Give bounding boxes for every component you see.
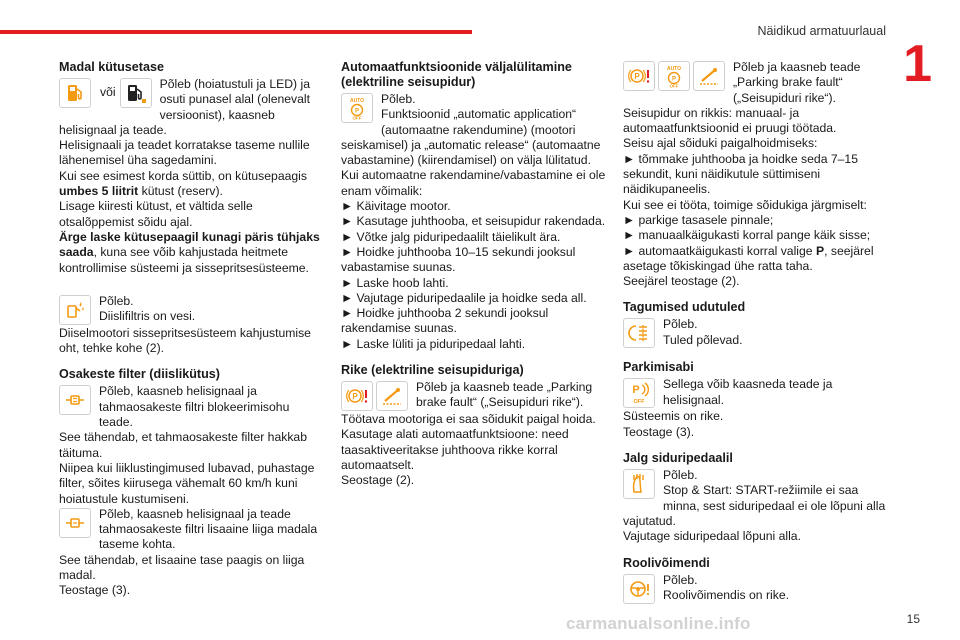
svg-text:P: P	[354, 108, 360, 115]
auto-p3: Kui automaatne rakendamine/vabastamine ei ole enam võimalik:	[341, 168, 606, 198]
parking-lever-icon	[376, 381, 408, 411]
auto-icons	[341, 93, 376, 123]
chapter-number: 1	[903, 35, 932, 93]
auto-step-item: ► Laske hoob lahti.	[341, 275, 449, 290]
parking-aid-off-icon	[623, 378, 655, 408]
dpf-section	[59, 367, 324, 598]
fuel-p4: Lisage kiiresti kütust, et vältida selle otsalõppemist sõidu ajal.	[59, 199, 253, 229]
auto-steps-list	[341, 199, 606, 352]
park-p3: Seisu ajal sõiduki paigalhoidmiseks:	[623, 136, 818, 151]
fog-section	[623, 300, 888, 349]
fuel-section	[59, 60, 324, 276]
svg-text:P: P	[352, 392, 358, 402]
steering-section	[623, 556, 888, 605]
parking-aid-icons	[623, 378, 658, 408]
water-section	[59, 294, 324, 357]
park-list2-item-2: ► manuaalkäigukasti korral pange käik sisse;	[623, 228, 871, 243]
park-p5: Seejärel teostage (2).	[623, 274, 740, 289]
fog-icons	[623, 318, 658, 348]
dpf-p3: Niipea kui liiklustingimused lubavad, puhastage filter, sõites kiirusega vähemalt 60 km/h kuni hoiatustule kustumiseni.	[59, 460, 315, 506]
park-p1: Põleb ja kaasneb teade „Parking brake fault“ („Seisupiduri rike“).	[733, 60, 861, 105]
water-in-diesel-icon	[59, 295, 91, 325]
park-fault-icons	[623, 61, 728, 91]
auto-brake-off-icon	[341, 93, 373, 123]
parking-lever-icon	[693, 61, 725, 91]
fog-p2: Tuled põlevad.	[663, 332, 743, 347]
water-p3: Diiselmootori sissepritsesüsteem kahjustumise oht, tehke kohe (2).	[59, 325, 311, 356]
fault-p3: Kasutage alati automaatfunktsioone: need taasaktiveeritakse juhthoova rikke korral automaatselt.	[341, 427, 569, 472]
dpf-p6: Teostage (3).	[59, 583, 131, 598]
auto-step-item: ► Vajutage piduripedaalile ja hoidke seda all.	[341, 290, 587, 305]
svg-text:OFF: OFF	[633, 399, 645, 406]
steering-p2: Roolivõimendis on rike.	[663, 587, 789, 602]
auto-step-item: ► Laske lüliti ja piduripedaal lahti.	[341, 336, 526, 351]
auto-section	[341, 60, 606, 352]
park-p2: Seisupidur on rikkis: manuaal- ja automaatfunktsioonid ei pruugi töötada.	[623, 105, 837, 136]
steering-icons	[623, 574, 658, 604]
parking-aid-p1: Sellega võib kaasneda teade ja helisignaal.	[663, 377, 833, 407]
fog-p1: Põleb.	[663, 317, 698, 332]
column-2	[341, 60, 606, 500]
auto-step-item: ► Hoidke juhthooba 2 sekundi jooksul rakendamise suunas.	[341, 306, 549, 336]
svg-text:P: P	[632, 384, 640, 397]
auto-p1: Põleb.	[381, 92, 416, 106]
park-list2-item-1: ► parkige tasasele pinnale;	[623, 212, 774, 227]
clutch-title: Jalg siduripedaalil	[623, 451, 733, 466]
fuel-p1: Põleb (hoiatustuli ja LED) ja osuti punasel alal (olenevalt versioonist), kaasneb helisignaal ja teade.	[59, 77, 311, 137]
fog-title: Tagumised udutuled	[623, 300, 746, 315]
steering-p1: Põleb.	[663, 572, 698, 587]
park-list1-item: ► tõmmake juhthooba ja hoidke seda 7–15 sekundit, kuni näidikutule süttimiseni näidikupaneelis.	[623, 151, 858, 197]
page-number: 15	[906, 612, 920, 626]
fault-p1: Põleb ja kaasneb teade „Parking brake fault“ („Seisupiduri rike“).	[416, 380, 593, 410]
fault-title: Rike (elektriline seisupiduriga)	[341, 363, 524, 378]
fuel-pump-led-icon	[120, 78, 152, 108]
dpf-title: Osakeste filter (diislikütus)	[59, 367, 220, 382]
fuel-icons	[59, 78, 155, 108]
dpf-additive-icons	[59, 508, 94, 538]
park-list2-item-3: ► automaatkäigukasti korral valige P, seejärel asetage tõkiskingad ühe ratta taha.	[623, 243, 874, 273]
water-p2: Diislifiltris on vesi.	[99, 309, 196, 324]
particle-filter-icon	[59, 385, 91, 415]
auto-step-item: ► Võtke jalg piduripedaalilt täielikult ära.	[341, 229, 561, 244]
svg-text:OFF: OFF	[352, 115, 362, 120]
particle-filter-additive-icon	[59, 508, 91, 538]
dpf-p1: Põleb, kaasneb helisignaal ja tahmaosakeste filtri blokeerimisohu teade.	[99, 384, 290, 430]
parking-aid-title: Parkimisabi	[623, 360, 694, 375]
water-p1: Põleb.	[99, 293, 134, 308]
steering-wheel-warning-icon	[623, 574, 655, 604]
auto-step-item: ► Hoidke juhthooba 10–15 sekundi jooksul vabastamise suunas.	[341, 244, 576, 275]
auto-title: Automaatfunktsioonide väljalülitamine (elektriline seisupidur)	[341, 60, 572, 89]
svg-text:P: P	[671, 76, 677, 83]
column-1	[59, 60, 324, 610]
fuel-p5: Ärge laske kütusepaagil kunagi päris tühjaks saada, kuna see võib kahjustada heitmete kontrollimise süsteemi ja sissepritsesüsteeme.	[59, 229, 320, 275]
fault-icons	[341, 381, 411, 411]
park-fault-section	[623, 60, 888, 289]
svg-text:OFF: OFF	[669, 83, 679, 88]
svg-text:AUTO: AUTO	[349, 98, 365, 104]
fault-p4: Seostage (2).	[341, 473, 415, 488]
auto-brake-off-icon	[658, 61, 690, 91]
park-p4: Kui see ei tööta, toimige sõidukiga järgmiselt:	[623, 197, 867, 212]
clutch-icons	[623, 469, 658, 499]
brake-warning-icon	[341, 381, 373, 411]
svg-text:P: P	[634, 72, 640, 81]
watermark: carmanualsonline.info	[566, 614, 751, 633]
dpf-p5: See tähendab, et lisaaine tase paagis on liiga madal.	[59, 552, 305, 583]
fault-section	[341, 363, 606, 488]
auto-step-item: ► Käivitage mootor.	[341, 199, 451, 214]
brake-warning-icon	[623, 61, 655, 91]
clutch-p2: Stop & Start: START-režiimile ei saa minna, sest siduripedaal ei ole lõpuni alla vajutatud.	[623, 483, 886, 528]
fuel-pump-icon	[59, 78, 91, 108]
auto-step-item: ► Kasutage juhthooba, et seisupidur rakendada.	[341, 214, 606, 229]
steering-title: Roolivõimendi	[623, 555, 710, 570]
rear-fog-light-icon	[623, 318, 655, 348]
foot-on-clutch-icon	[623, 469, 655, 499]
column-3	[623, 60, 888, 616]
fuel-p3: Kui see esimest korda süttib, on kütusepaagis umbes 5 liitrit kütust (reserv).	[59, 168, 307, 199]
section-header: Näidikud armatuurlaual	[757, 24, 886, 38]
parking-aid-p2: Süsteemis on rike.	[623, 409, 724, 424]
fuel-or-text: või	[100, 85, 116, 100]
header-accent-bar	[0, 30, 472, 34]
dpf-p2: See tähendab, et tahmaosakeste filter hakkab täituma.	[59, 430, 307, 460]
water-icons	[59, 295, 94, 325]
parking-aid-section	[623, 360, 888, 440]
parking-aid-p3: Teostage (3).	[623, 424, 695, 439]
auto-p2: Funktsioonid „automatic application“ (automaatne rakendumine) (mootori seiskamisel) ja „automatic release“ (automaatne vabastamine) (kiirendamisel) on välja lülitatud.	[341, 107, 601, 168]
fuel-p2: Helisignaali ja teadet korratakse taseme nullile lähenemisel üha sagedamini.	[59, 138, 310, 168]
fault-p2: Töötava mootoriga ei saa sõidukit paigal hoida.	[341, 412, 596, 427]
svg-text:AUTO: AUTO	[666, 66, 682, 72]
dpf-p4: Põleb, kaasneb helisignaal ja teade tahmaosakeste filtri lisaaine liiga madala taseme kohta.	[99, 506, 318, 552]
dpf-icons	[59, 385, 94, 415]
clutch-section	[623, 451, 888, 544]
clutch-p3: Vajutage siduripedaal lõpuni alla.	[623, 529, 801, 544]
clutch-p1: Põleb.	[663, 468, 698, 483]
fuel-title: Madal kütusetase	[59, 60, 164, 74]
